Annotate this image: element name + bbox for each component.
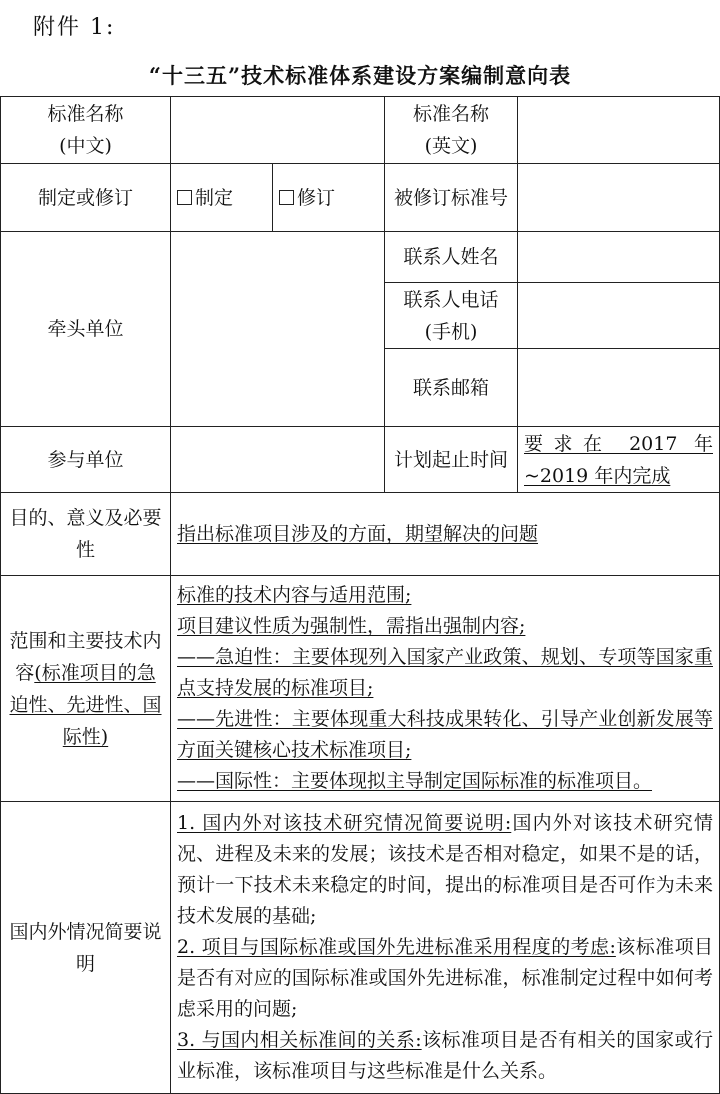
revised-std-label: 被修订标准号: [385, 164, 518, 232]
plan-label: 计划起止时间: [385, 427, 518, 493]
name-en-label: 标准名称 (英文): [385, 97, 518, 164]
lead-unit-label: 牵头单位: [1, 232, 171, 427]
overview-content: [171, 802, 720, 1094]
attachment-label: 附件 1:: [33, 15, 116, 40]
scope-line: 标准的技术内容与适用范围;: [177, 584, 412, 606]
revise-checkbox[interactable]: [279, 190, 294, 205]
intent-form-table: [0, 96, 720, 1094]
type-label: 制定或修订: [1, 164, 171, 232]
overview-item: 1. 国内外对该技术研究情况简要说明:国内外对该技术研究情况、进程及未来的发展；该技术是否相对稳定，如果不是的话，预计一下技术未来稳定的时间，提出的标准项目是否可作为未来技术发展的基础;: [177, 812, 713, 927]
name-en-field[interactable]: [518, 97, 720, 164]
contact-email-field[interactable]: [518, 349, 720, 427]
scope-line: 项目建议性质为强制性，需指出强制内容;: [177, 615, 526, 637]
overview-label: 国内外情况简要说明: [1, 802, 171, 1094]
participants-label: 参与单位: [1, 427, 171, 493]
contact-phone-field[interactable]: [518, 283, 720, 349]
overview-item: 2. 项目与国际标准或国外先进标准采用程度的考虑:该标准项目是否有对应的国际标准或国外先进标准，标准制定过程中如何考虑采用的问题;: [177, 936, 713, 1020]
name-cn-field[interactable]: [171, 97, 385, 164]
name-cn-label: 标准名称 (中文): [1, 97, 171, 164]
purpose-value: 指出标准项目涉及的方面，期望解决的问题: [171, 493, 720, 576]
lead-unit-field[interactable]: [171, 232, 385, 427]
contact-name-label: 联系人姓名: [385, 232, 518, 283]
form-title: “十三五”技术标准体系建设方案编制意向表: [148, 63, 572, 88]
contact-name-field[interactable]: [518, 232, 720, 283]
purpose-label: 目的、意义及必要性: [1, 493, 171, 576]
participants-field[interactable]: [171, 427, 385, 493]
scope-line: ——急迫性：主要体现列入国家产业政策、规划、专项等国家重点支持发展的标准项目;: [177, 646, 713, 699]
revised-std-field[interactable]: [518, 164, 720, 232]
contact-phone-label: 联系人电话 (手机): [385, 283, 518, 349]
option-create[interactable]: 制定: [171, 164, 273, 232]
scope-line: ——国际性：主要体现拟主导制定国际标准的标准项目。: [177, 770, 653, 792]
overview-item: 3. 与国内相关标准间的关系:该标准项目是否有相关的国家或行业标准，该标准项目与这些标准是什么关系。: [177, 1029, 713, 1082]
scope-content: [171, 576, 720, 802]
plan-value: 要求在 2017 年~2019 年内完成: [518, 427, 720, 493]
create-checkbox[interactable]: [177, 190, 192, 205]
scope-line: ——先进性：主要体现重大科技成果转化、引导产业创新发展等方面关键核心技术标准项目;: [177, 708, 713, 761]
option-revise[interactable]: 修订: [273, 164, 385, 232]
contact-email-label: 联系邮箱: [385, 349, 518, 427]
scope-label: 范围和主要技术内容(标准项目的急迫性、先进性、国际性): [1, 576, 171, 802]
